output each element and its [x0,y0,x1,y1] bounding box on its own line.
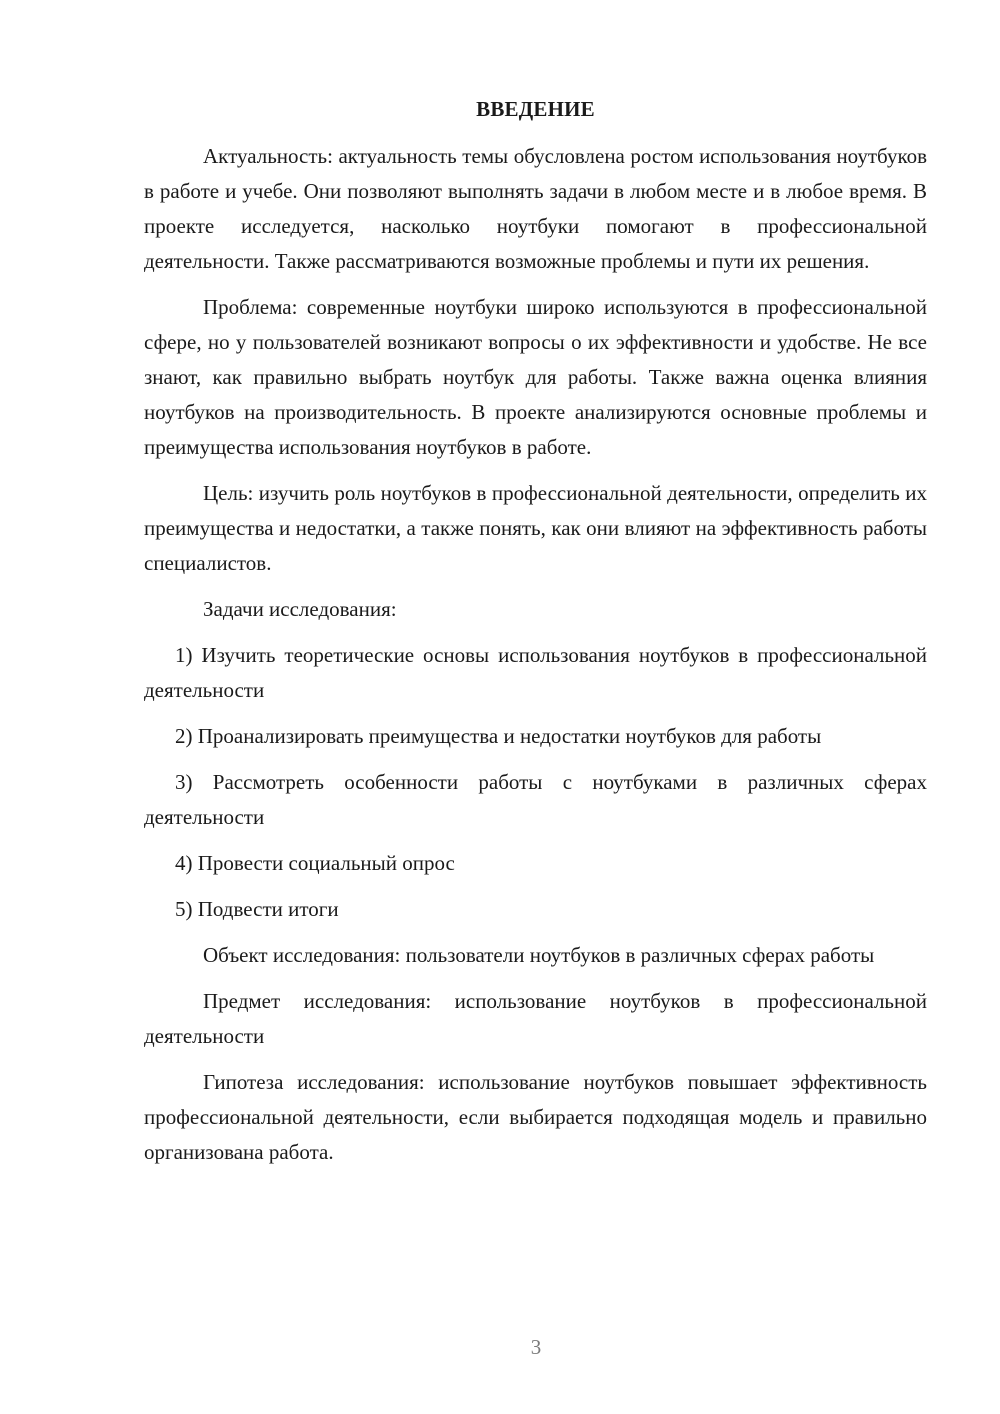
paragraph-hypothesis: Гипотеза исследования: использование ноутбуков повышает эффективность профессиональной деятельности, если выбирается подходящая модель и правильно организована работа. [144,1070,927,1164]
paragraph-subject: Предмет исследования: использование ноутбуков в профессиональной деятельности [144,989,927,1048]
document-page [144,92,927,1170]
page-number: 3 [530,1335,542,1359]
task-item-5: 5) Подвести итоги [175,897,339,921]
paragraph-relevance: Актуальность: актуальность темы обусловлена ростом использования ноутбуков в работе и учебе. Они позволяют выполнять задачи в любом месте и в любое время. В проекте исследуется, насколько ноутбуки помогают в профессиональной деятельности. Также рассматриваются возможные проблемы и пути их решения. [144,144,927,273]
paragraph-goal: Цель: изучить роль ноутбуков в профессиональной деятельности, определить их преимущества и недостатки, а также понять, как они влияют на эффективность работы специалистов. [144,481,927,575]
task-item-3: 3) Рассмотреть особенности работы с ноутбуками в различных сферах деятельности [144,770,927,829]
task-item-1: 1) Изучить теоретические основы использования ноутбуков в профессиональной деятельности [144,643,927,702]
tasks-list [144,638,927,927]
paragraph-tasks-intro: Задачи исследования: [203,597,397,621]
section-heading: ВВЕДЕНИЕ [476,97,595,121]
paragraph-object: Объект исследования: пользователи ноутбуков в различных сферах работы [203,943,875,967]
task-item-2: 2) Проанализировать преимущества и недостатки ноутбуков для работы [175,724,822,748]
paragraph-problem: Проблема: современные ноутбуки широко используются в профессиональной сфере, но у пользователей возникают вопросы о их эффективности и удобстве. Не все знают, как правильно выбрать ноутбук для работы. Также важна оценка влияния ноутбуков на производительность. В проекте анализируются основные проблемы и преимущества использования ноутбуков в работе. [144,295,927,459]
task-item-4: 4) Провести социальный опрос [175,851,455,875]
